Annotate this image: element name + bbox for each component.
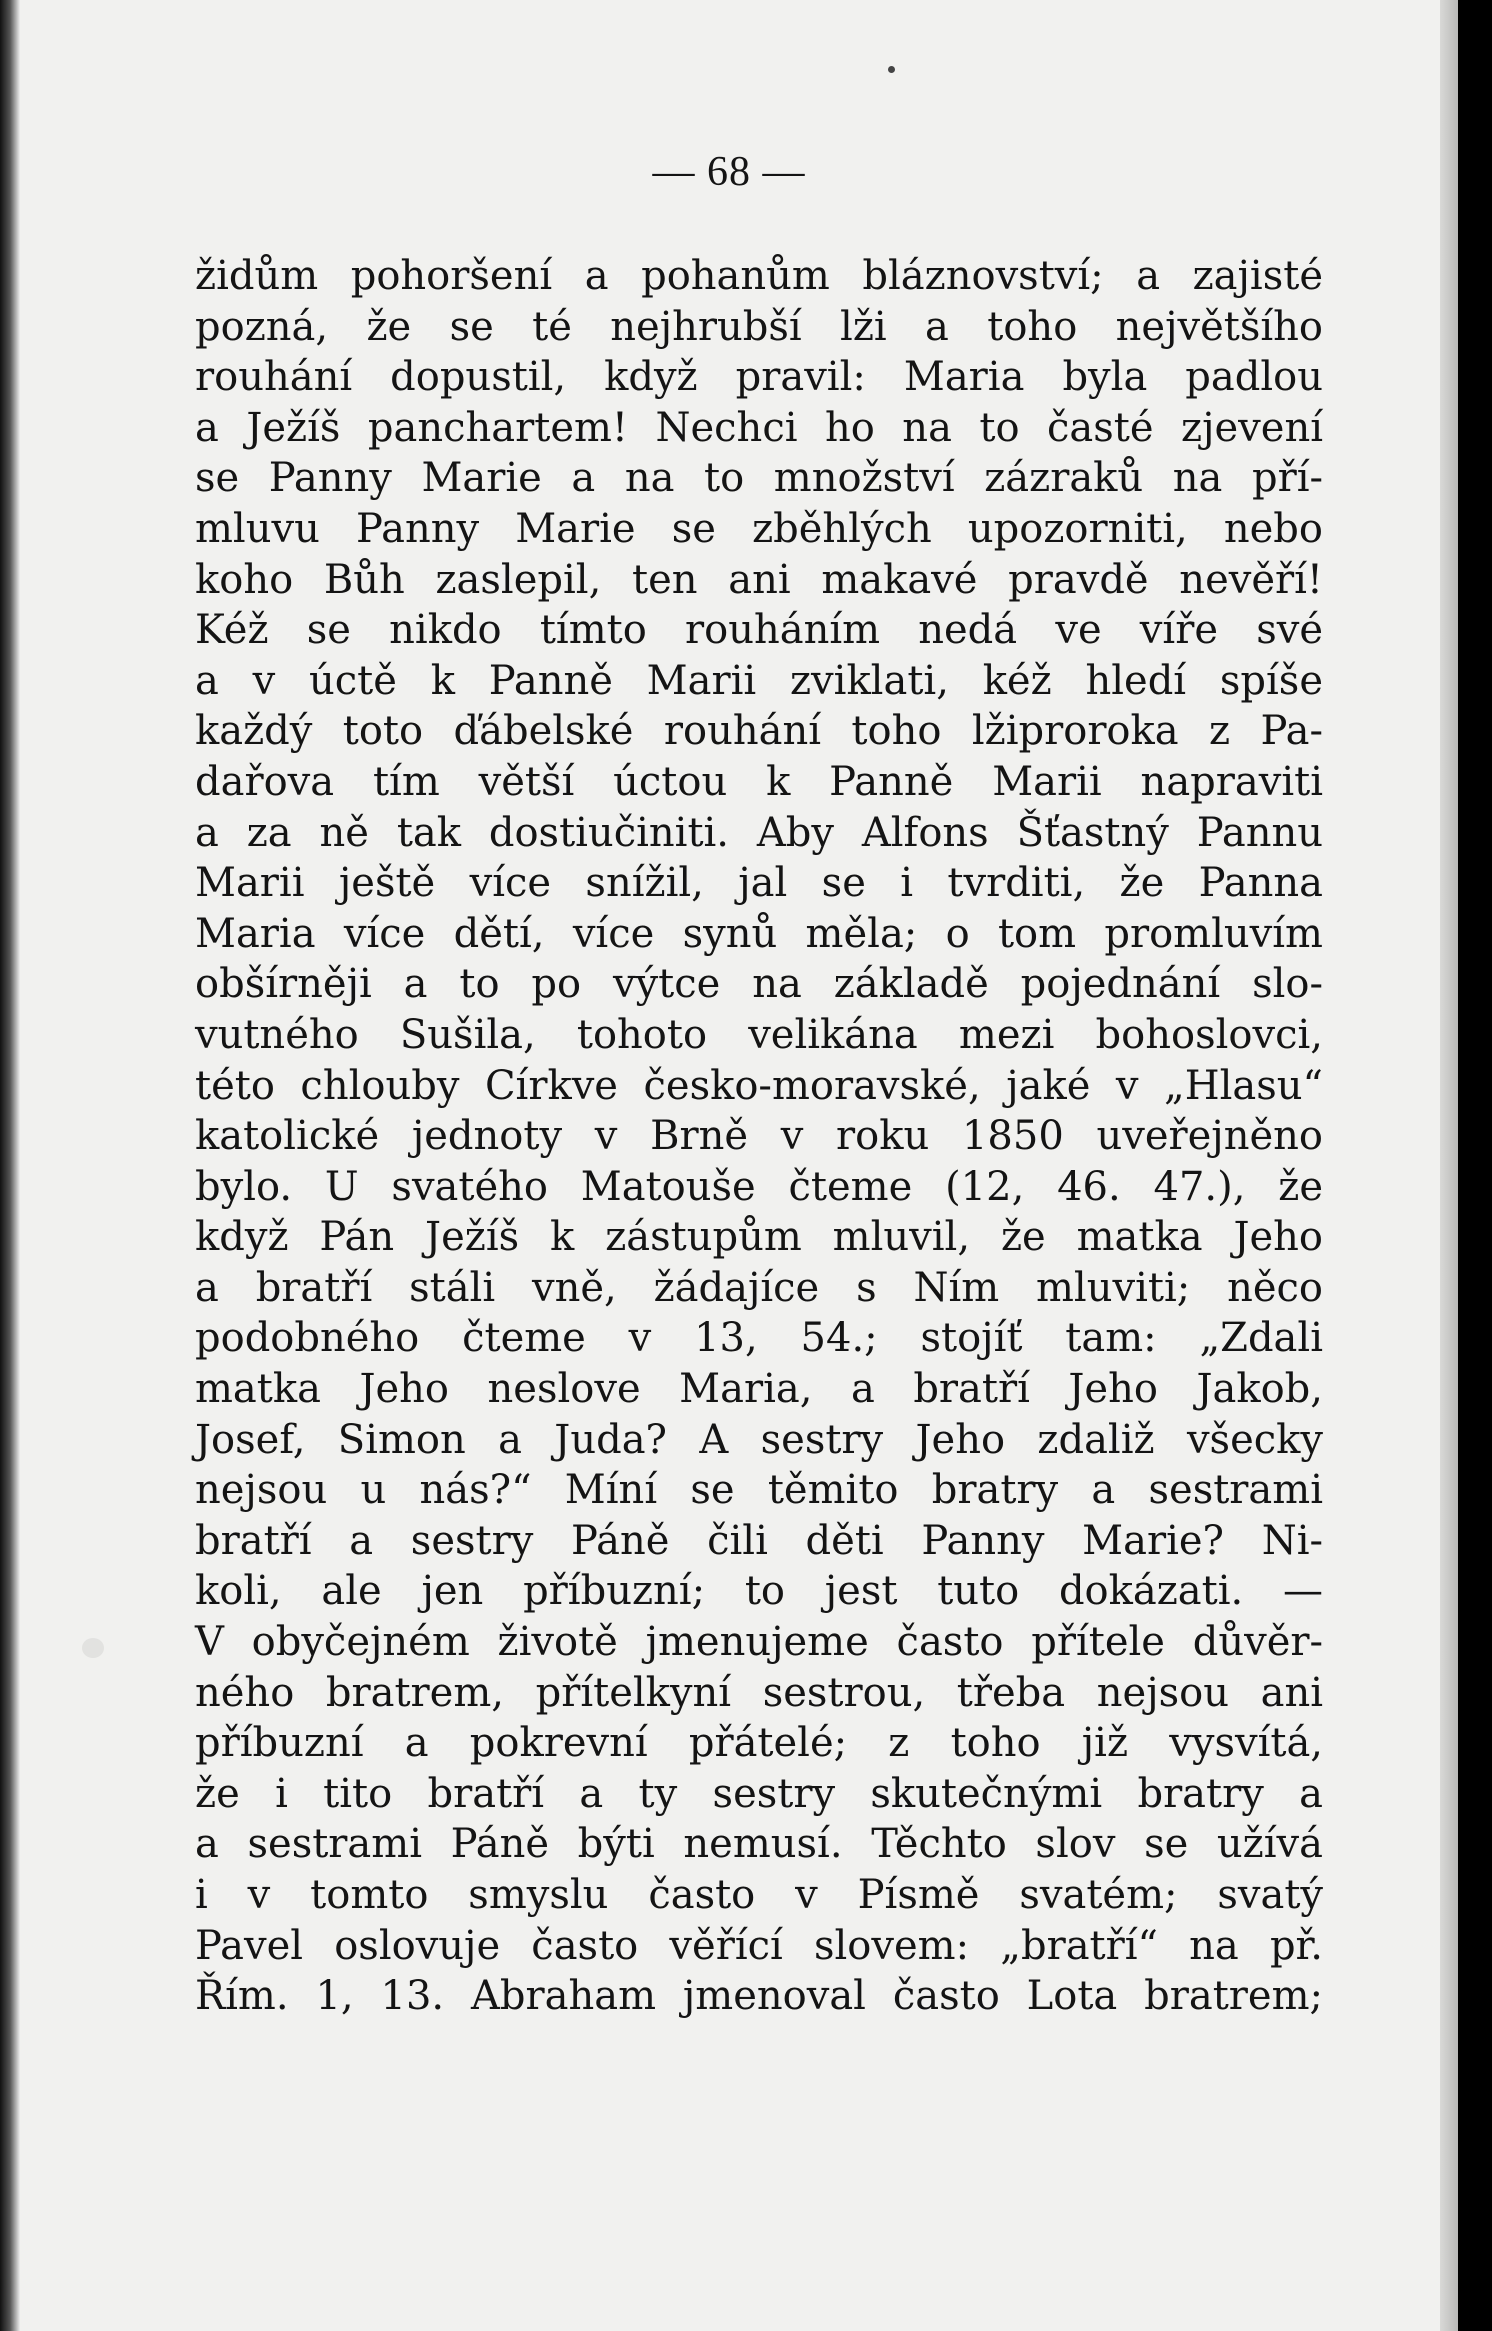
text-line: a bratří stáli vně, žádajíce s Ním mluviti; něco xyxy=(195,1264,1323,1311)
text-line: Marii ještě více snížil, jal se i tvrditi, že Panna xyxy=(195,860,1323,907)
text-line: bratří a sestry Páně čili děti Panny Marie? Ni- xyxy=(195,1517,1323,1564)
body-text xyxy=(195,251,1323,2022)
text-line: podobného čteme v 13, 54.; stojíť tam: „Zdali xyxy=(195,1315,1323,1362)
page-gutter-shadow xyxy=(1440,0,1458,2331)
text-line: pozná, že se té nejhrubší lži a toho největšího xyxy=(195,303,1323,350)
page-number: — 68 — xyxy=(652,149,806,195)
text-line: a v úctě k Panně Marii zviklati, kéž hledí spíše xyxy=(195,657,1323,704)
text-line: se Panny Marie a na to množství zázraků na pří- xyxy=(195,455,1323,502)
text-line: a Ježíš panchartem! Nechci ho na to časté zjevení xyxy=(195,404,1323,451)
text-line: Maria více dětí, více synů měla; o tom promluvím xyxy=(195,910,1323,957)
text-line: této chlouby Církve česko-moravské, jaké v „Hlasu“ xyxy=(195,1062,1323,1109)
text-line: mluvu Panny Marie se zběhlých upozorniti, nebo xyxy=(195,505,1323,552)
text-line: koho Bůh zaslepil, ten ani makavé pravdě nevěří! xyxy=(195,556,1323,603)
text-line: Řím. 1, 13. Abraham jmenoval často Lota bratrem; xyxy=(195,1973,1323,2020)
text-line: Kéž se nikdo tímto rouháním nedá ve víře své xyxy=(195,607,1323,654)
text-line: vutného Sušila, tohoto velikána mezi bohoslovci, xyxy=(195,1011,1323,1058)
text-line: koli, ale jen příbuzní; to jest tuto dokázati. — xyxy=(195,1568,1323,1615)
text-line: a sestrami Páně býti nemusí. Těchto slov se užívá xyxy=(195,1821,1323,1868)
text-line: Pavel oslovuje často věřící slovem: „bratří“ na př. xyxy=(195,1922,1323,1969)
text-line: Josef, Simon a Juda? A sestry Jeho zdaliž všecky xyxy=(195,1416,1323,1463)
text-line: když Pán Ježíš k zástupům mluvil, že matka Jeho xyxy=(195,1214,1323,1261)
text-line: příbuzní a pokrevní přátelé; z toho již vysvítá, xyxy=(195,1720,1323,1767)
text-line: dařova tím větší úctou k Panně Marii napraviti xyxy=(195,758,1323,805)
ink-speck xyxy=(888,66,895,73)
text-line: nejsou u nás?“ Míní se těmito bratry a sestrami xyxy=(195,1467,1323,1514)
page-left-edge xyxy=(0,0,20,2331)
text-line: ného bratrem, přítelkyní sestrou, třeba nejsou ani xyxy=(195,1669,1323,1716)
text-line: bylo. U svatého Matouše čteme (12, 46. 47.), že xyxy=(195,1163,1323,1210)
text-line: a za ně tak dostiučiniti. Aby Alfons Šťastný Pannu xyxy=(195,809,1323,856)
text-line: i v tomto smyslu často v Písmě svatém; svatý xyxy=(195,1872,1323,1918)
text-line: rouhání dopustil, když pravil: Maria byla padlou xyxy=(195,354,1323,401)
text-line: obšírněji a to po výtce na základě pojednání slo- xyxy=(195,961,1323,1008)
paper-blemish xyxy=(82,1638,104,1658)
text-line: katolické jednoty v Brně v roku 1850 uveřejněno xyxy=(195,1113,1323,1160)
text-line: matka Jeho neslove Maria, a bratří Jeho Jakob, xyxy=(195,1366,1323,1413)
text-line: židům pohoršení a pohanům bláznovství; a zajisté xyxy=(195,253,1323,299)
text-line: každý toto ďábelské rouhání toho lžiproroka z Pa- xyxy=(195,708,1323,755)
text-line: že i tito bratří a ty sestry skutečnými bratry a xyxy=(195,1770,1323,1817)
text-line: V obyčejném životě jmenujeme často přítele důvěr- xyxy=(195,1619,1323,1666)
